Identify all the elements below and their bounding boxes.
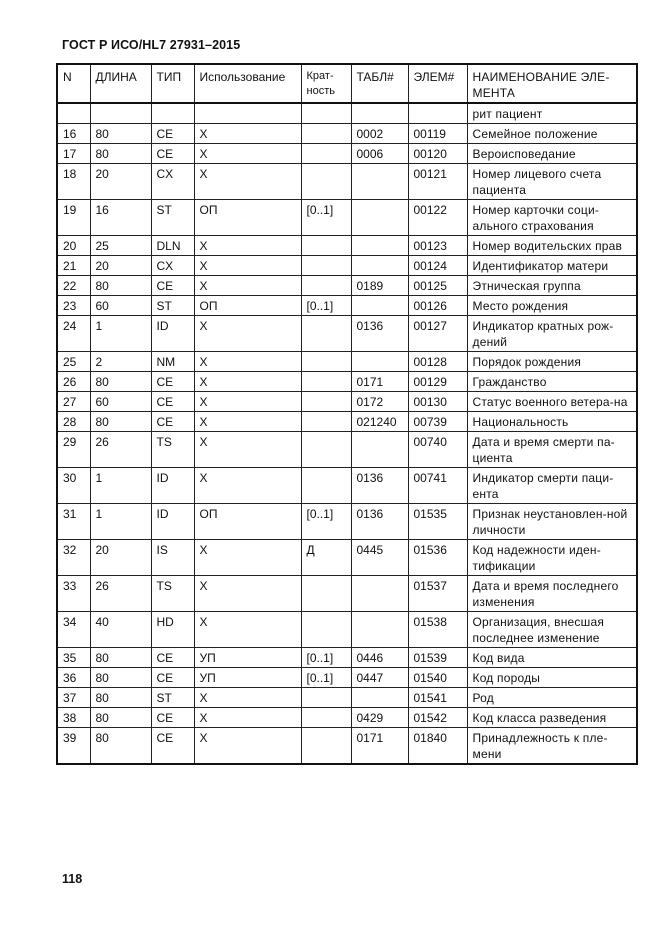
row-element: 00125 [408,276,467,296]
row-table [351,576,408,612]
row-number: 22 [57,276,90,296]
row-type: TS [151,432,194,468]
row-type: TS [151,576,194,612]
row-table: 0446 [351,648,408,668]
row-element: 00120 [408,144,467,164]
row-table [351,236,408,256]
row-type: CE [151,124,194,144]
row-number: 25 [57,352,90,372]
col-header-element-name: НАИМЕНОВАНИЕ ЭЛЕ-МЕНТА [467,64,637,103]
row-number: 31 [57,504,90,540]
row-type: CE [151,372,194,392]
row-element-name: Организация, внесшая последнее изменение [467,612,637,648]
data-table [56,63,638,765]
row-table: 0136 [351,504,408,540]
row-table [351,164,408,200]
row-usage: X [194,728,301,765]
row-length: 80 [90,648,151,668]
row-element-name: Семейное положение [467,124,637,144]
row-type: NM [151,352,194,372]
row-repetition: [0..1] [301,200,351,236]
row-number: 20 [57,236,90,256]
row-repetition [301,164,351,200]
row-type: CE [151,708,194,728]
table-row [57,728,637,765]
row-element: 01537 [408,576,467,612]
row-table: 0171 [351,728,408,765]
row-repetition [301,412,351,432]
row-repetition [301,144,351,164]
col-header-usage: Использование [194,64,301,103]
row-length: 26 [90,576,151,612]
row-length: 20 [90,256,151,276]
row-length: 20 [90,540,151,576]
row-type: DLN [151,236,194,256]
table-row [57,540,637,576]
row-repetition [301,392,351,412]
row-length: 80 [90,728,151,765]
row-length: 80 [90,372,151,392]
row-type: CE [151,728,194,765]
row-length: 80 [90,412,151,432]
row-length: 80 [90,144,151,164]
col-header-length: ДЛИНА [90,64,151,103]
row-number: 39 [57,728,90,765]
table-row [57,372,637,392]
row-usage: X [194,432,301,468]
row-table: 0002 [351,124,408,144]
row-number: 18 [57,164,90,200]
row-element: 01538 [408,612,467,648]
row-repetition: [0..1] [301,668,351,688]
row-element: 00739 [408,412,467,432]
row-type: ID [151,504,194,540]
row-usage: X [194,316,301,352]
row-type: ID [151,316,194,352]
row-type: CX [151,164,194,200]
row-table [351,612,408,648]
row-usage: X [194,144,301,164]
row-length: 60 [90,392,151,412]
row-element-name: Номер карточки соци-ального страхования [467,200,637,236]
row-length: 25 [90,236,151,256]
row-usage: ОП [194,296,301,316]
table-row [57,392,637,412]
row-element: 01535 [408,504,467,540]
row-length: 26 [90,432,151,468]
row-length: 1 [90,316,151,352]
row-element-name: Порядок рождения [467,352,637,372]
row-type: IS [151,540,194,576]
row-repetition [301,468,351,504]
row-table: 0447 [351,668,408,688]
row-table [351,296,408,316]
row-table: 0136 [351,468,408,504]
row-repetition [301,316,351,352]
table-row [57,504,637,540]
table-row [57,236,637,256]
row-length: 80 [90,124,151,144]
page-number: 118 [62,872,83,886]
row-element-name: Гражданство [467,372,637,392]
row-type: ST [151,200,194,236]
row-length: 80 [90,276,151,296]
row-length: 60 [90,296,151,316]
row-element: 00128 [408,352,467,372]
row-usage: УП [194,648,301,668]
row-repetition [301,688,351,708]
col-header-element: ЭЛЕМ# [408,64,467,103]
row-usage: X [194,164,301,200]
row-usage: X [194,708,301,728]
row-repetition [301,432,351,468]
row-repetition [301,256,351,276]
row-element-name: Вероисповедание [467,144,637,164]
row-element: 00126 [408,296,467,316]
row-element: 00121 [408,164,467,200]
row-type: CE [151,144,194,164]
row-table: 0006 [351,144,408,164]
row-element-name: Национальность [467,412,637,432]
row-number: 30 [57,468,90,504]
row-element-name: Номер водительских прав [467,236,637,256]
row-usage: X [194,256,301,276]
row-element: 00130 [408,392,467,412]
row-element-name: Код надежности иден-тификации [467,540,637,576]
table-row [57,352,637,372]
row-repetition [301,352,351,372]
row-usage: X [194,372,301,392]
row-element: 01540 [408,668,467,688]
row-length: 1 [90,468,151,504]
row-usage: ОП [194,504,301,540]
row-element-name: Код вида [467,648,637,668]
table-row [57,576,637,612]
table-row [57,144,637,164]
row-element-name: Род [467,688,637,708]
continuation-text: рит пациент [467,103,637,124]
document-id: ГОСТ Р ИСО/HL7 27931–2015 [62,38,241,52]
row-element-name: Индикатор кратных рож-дений [467,316,637,352]
row-repetition [301,612,351,648]
row-usage: X [194,468,301,504]
row-repetition: [0..1] [301,504,351,540]
row-number: 32 [57,540,90,576]
row-number: 37 [57,688,90,708]
row-length: 80 [90,668,151,688]
table-row [57,648,637,668]
row-element-name: Дата и время смерти па-циента [467,432,637,468]
row-element-name: Идентификатор матери [467,256,637,276]
row-element-name: Принадлежность к пле-мени [467,728,637,765]
table-row [57,708,637,728]
row-element: 01541 [408,688,467,708]
row-usage: X [194,412,301,432]
row-repetition [301,124,351,144]
table-row [57,432,637,468]
row-table [351,256,408,276]
row-table: 0445 [351,540,408,576]
row-repetition [301,236,351,256]
row-repetition [301,372,351,392]
row-length: 2 [90,352,151,372]
row-table [351,352,408,372]
row-type: CX [151,256,194,276]
table-row [57,316,637,352]
row-length: 20 [90,164,151,200]
row-table [351,432,408,468]
row-repetition: [0..1] [301,648,351,668]
row-element-name: Этническая группа [467,276,637,296]
row-element: 00122 [408,200,467,236]
row-type: CE [151,412,194,432]
row-usage: X [194,688,301,708]
table-row [57,688,637,708]
row-element: 00124 [408,256,467,276]
row-length: 16 [90,200,151,236]
row-type: ST [151,296,194,316]
row-element: 01536 [408,540,467,576]
row-number: 29 [57,432,90,468]
row-number: 24 [57,316,90,352]
row-number: 35 [57,648,90,668]
row-repetition [301,276,351,296]
row-length: 1 [90,504,151,540]
row-number: 26 [57,372,90,392]
row-usage: ОП [194,200,301,236]
table-row [57,256,637,276]
row-type: CE [151,648,194,668]
row-length: 80 [90,708,151,728]
row-repetition [301,728,351,765]
row-usage: X [194,352,301,372]
row-repetition: Д [301,540,351,576]
row-element-name: Номер лицевого счета пациента [467,164,637,200]
table-row [57,276,637,296]
row-number: 19 [57,200,90,236]
row-table: 0429 [351,708,408,728]
col-header-repetition: Крат-ность [301,64,351,103]
row-usage: X [194,540,301,576]
row-number: 38 [57,708,90,728]
table-row [57,296,637,316]
table-row [57,668,637,688]
table-row [57,200,637,236]
row-element-name: Индикатор смерти паци-ента [467,468,637,504]
row-element-name: Код класса разведения [467,708,637,728]
row-number: 33 [57,576,90,612]
table-row [57,468,637,504]
row-length: 40 [90,612,151,648]
row-repetition [301,708,351,728]
row-element: 00129 [408,372,467,392]
row-table [351,200,408,236]
row-element: 01840 [408,728,467,765]
row-element: 00127 [408,316,467,352]
row-type: CE [151,276,194,296]
col-header-n: N [57,64,90,103]
row-table: 021240 [351,412,408,432]
row-number: 16 [57,124,90,144]
row-element: 00741 [408,468,467,504]
row-element: 00123 [408,236,467,256]
row-usage: X [194,612,301,648]
table-row [57,164,637,200]
row-number: 27 [57,392,90,412]
table-row [57,124,637,144]
row-element: 01542 [408,708,467,728]
row-table [351,688,408,708]
row-length: 80 [90,688,151,708]
row-element: 01539 [408,648,467,668]
row-type: HD [151,612,194,648]
table-row [57,612,637,648]
row-table: 0189 [351,276,408,296]
row-number: 34 [57,612,90,648]
row-number: 17 [57,144,90,164]
row-usage: X [194,576,301,612]
row-element: 00119 [408,124,467,144]
row-element: 00740 [408,432,467,468]
row-usage: X [194,392,301,412]
row-element-name: Код породы [467,668,637,688]
row-number: 36 [57,668,90,688]
row-table: 0136 [351,316,408,352]
col-header-type: ТИП [151,64,194,103]
row-type: ST [151,688,194,708]
row-element-name: Место рождения [467,296,637,316]
table-header-row [57,64,637,103]
table-row [57,412,637,432]
continuation-row [57,103,637,124]
row-usage: X [194,124,301,144]
row-element-name: Признак неустановлен-ной личности [467,504,637,540]
row-usage: УП [194,668,301,688]
row-number: 23 [57,296,90,316]
row-type: CE [151,392,194,412]
row-table: 0172 [351,392,408,412]
row-element-name: Статус военного ветера-на [467,392,637,412]
row-usage: X [194,276,301,296]
row-number: 21 [57,256,90,276]
row-type: ID [151,468,194,504]
row-number: 28 [57,412,90,432]
row-type: CE [151,668,194,688]
row-repetition: [0..1] [301,296,351,316]
col-header-table: ТАБЛ# [351,64,408,103]
row-element-name: Дата и время последнего изменения [467,576,637,612]
row-usage: X [194,236,301,256]
row-repetition [301,576,351,612]
row-table: 0171 [351,372,408,392]
